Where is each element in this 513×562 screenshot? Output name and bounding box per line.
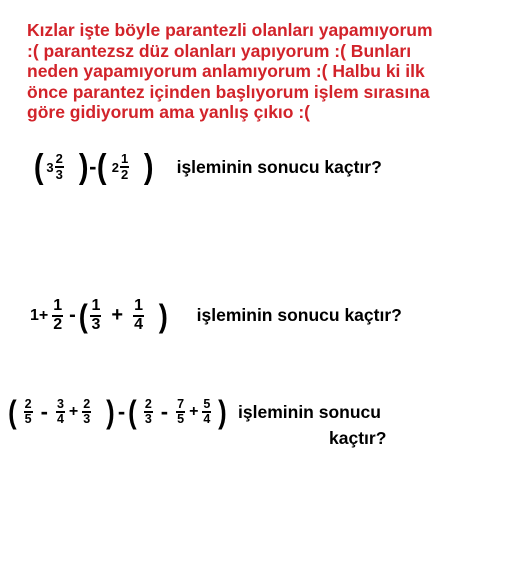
fraction	[56, 398, 65, 426]
fraction	[52, 298, 63, 334]
numerator: 1	[53, 297, 63, 314]
denominator: 3	[83, 412, 91, 426]
math-expression-2	[30, 298, 402, 334]
denominator: 3	[91, 315, 101, 333]
minus-sign: -	[69, 304, 76, 327]
leading-term: 1+	[30, 306, 49, 324]
denominator: 3	[144, 412, 152, 426]
fraction	[24, 398, 33, 426]
fraction	[55, 152, 64, 181]
denominator: 2	[121, 167, 129, 182]
open-paren: (	[97, 148, 107, 186]
math-expression-3	[7, 396, 381, 428]
plus-sign: +	[111, 304, 124, 327]
close-paren: )	[218, 394, 227, 430]
numerator: 7	[177, 396, 185, 411]
close-paren: )	[158, 297, 168, 334]
numerator: 3	[56, 396, 64, 411]
numerator: 5	[203, 396, 211, 411]
minus-sign: -	[89, 154, 97, 179]
numerator: 1	[121, 151, 129, 167]
numerator: 1	[91, 297, 101, 314]
numerator: 2	[83, 396, 91, 411]
denominator: 2	[53, 315, 63, 333]
denominator: 4	[134, 315, 143, 333]
numerator: 2	[24, 396, 32, 411]
whole-number: 2	[111, 159, 120, 175]
fraction	[144, 398, 153, 426]
fraction	[82, 398, 91, 426]
numerator: 2	[144, 396, 152, 411]
plus-sign: +	[68, 403, 79, 420]
minus-sign: -	[117, 399, 126, 424]
close-paren: )	[144, 148, 154, 186]
question-text-line: göre gidiyorum ama yanlış çıkıo :(	[27, 102, 310, 122]
open-paren: (	[128, 394, 137, 430]
math-expression-1	[33, 150, 382, 184]
whole-number: 3	[46, 159, 54, 175]
close-paren: )	[78, 148, 89, 186]
open-paren: (	[33, 148, 44, 186]
fraction	[176, 398, 185, 426]
question-text	[27, 20, 507, 123]
open-paren: (	[8, 394, 17, 430]
question-text-line: :( parantezsz düz olanları yapıyorum :( Bunları	[27, 40, 412, 61]
denominator: 5	[24, 412, 32, 426]
question-label: işleminin sonucu kaçtır?	[176, 156, 382, 177]
question-label-continued: kaçtır?	[329, 428, 387, 448]
question-label: işleminin sonucu kaçtır?	[196, 305, 402, 326]
fraction	[133, 298, 144, 334]
fraction	[120, 152, 129, 181]
fraction	[202, 398, 211, 426]
question-text-line: neden yapamıyorum anlamıyorum :( Halbu ki ilk	[27, 61, 425, 81]
minus-sign: -	[160, 399, 169, 424]
question-text-line: Kızlar işte böyle parantezli olanları yapamıyorum	[27, 20, 433, 40]
open-paren: (	[78, 297, 88, 334]
numerator: 2	[55, 151, 63, 167]
numerator: 1	[134, 297, 143, 314]
question-text-line: önce parantez içinden başlıyorum işlem sırasına	[27, 81, 430, 102]
denominator: 3	[55, 167, 63, 182]
denominator: 4	[56, 412, 64, 426]
close-paren: )	[106, 394, 115, 430]
question-label: işleminin sonucu	[238, 401, 381, 422]
fraction	[90, 298, 101, 334]
plus-sign: +	[189, 403, 199, 420]
denominator: 5	[177, 412, 185, 426]
denominator: 4	[203, 412, 211, 426]
minus-sign: -	[40, 399, 48, 424]
